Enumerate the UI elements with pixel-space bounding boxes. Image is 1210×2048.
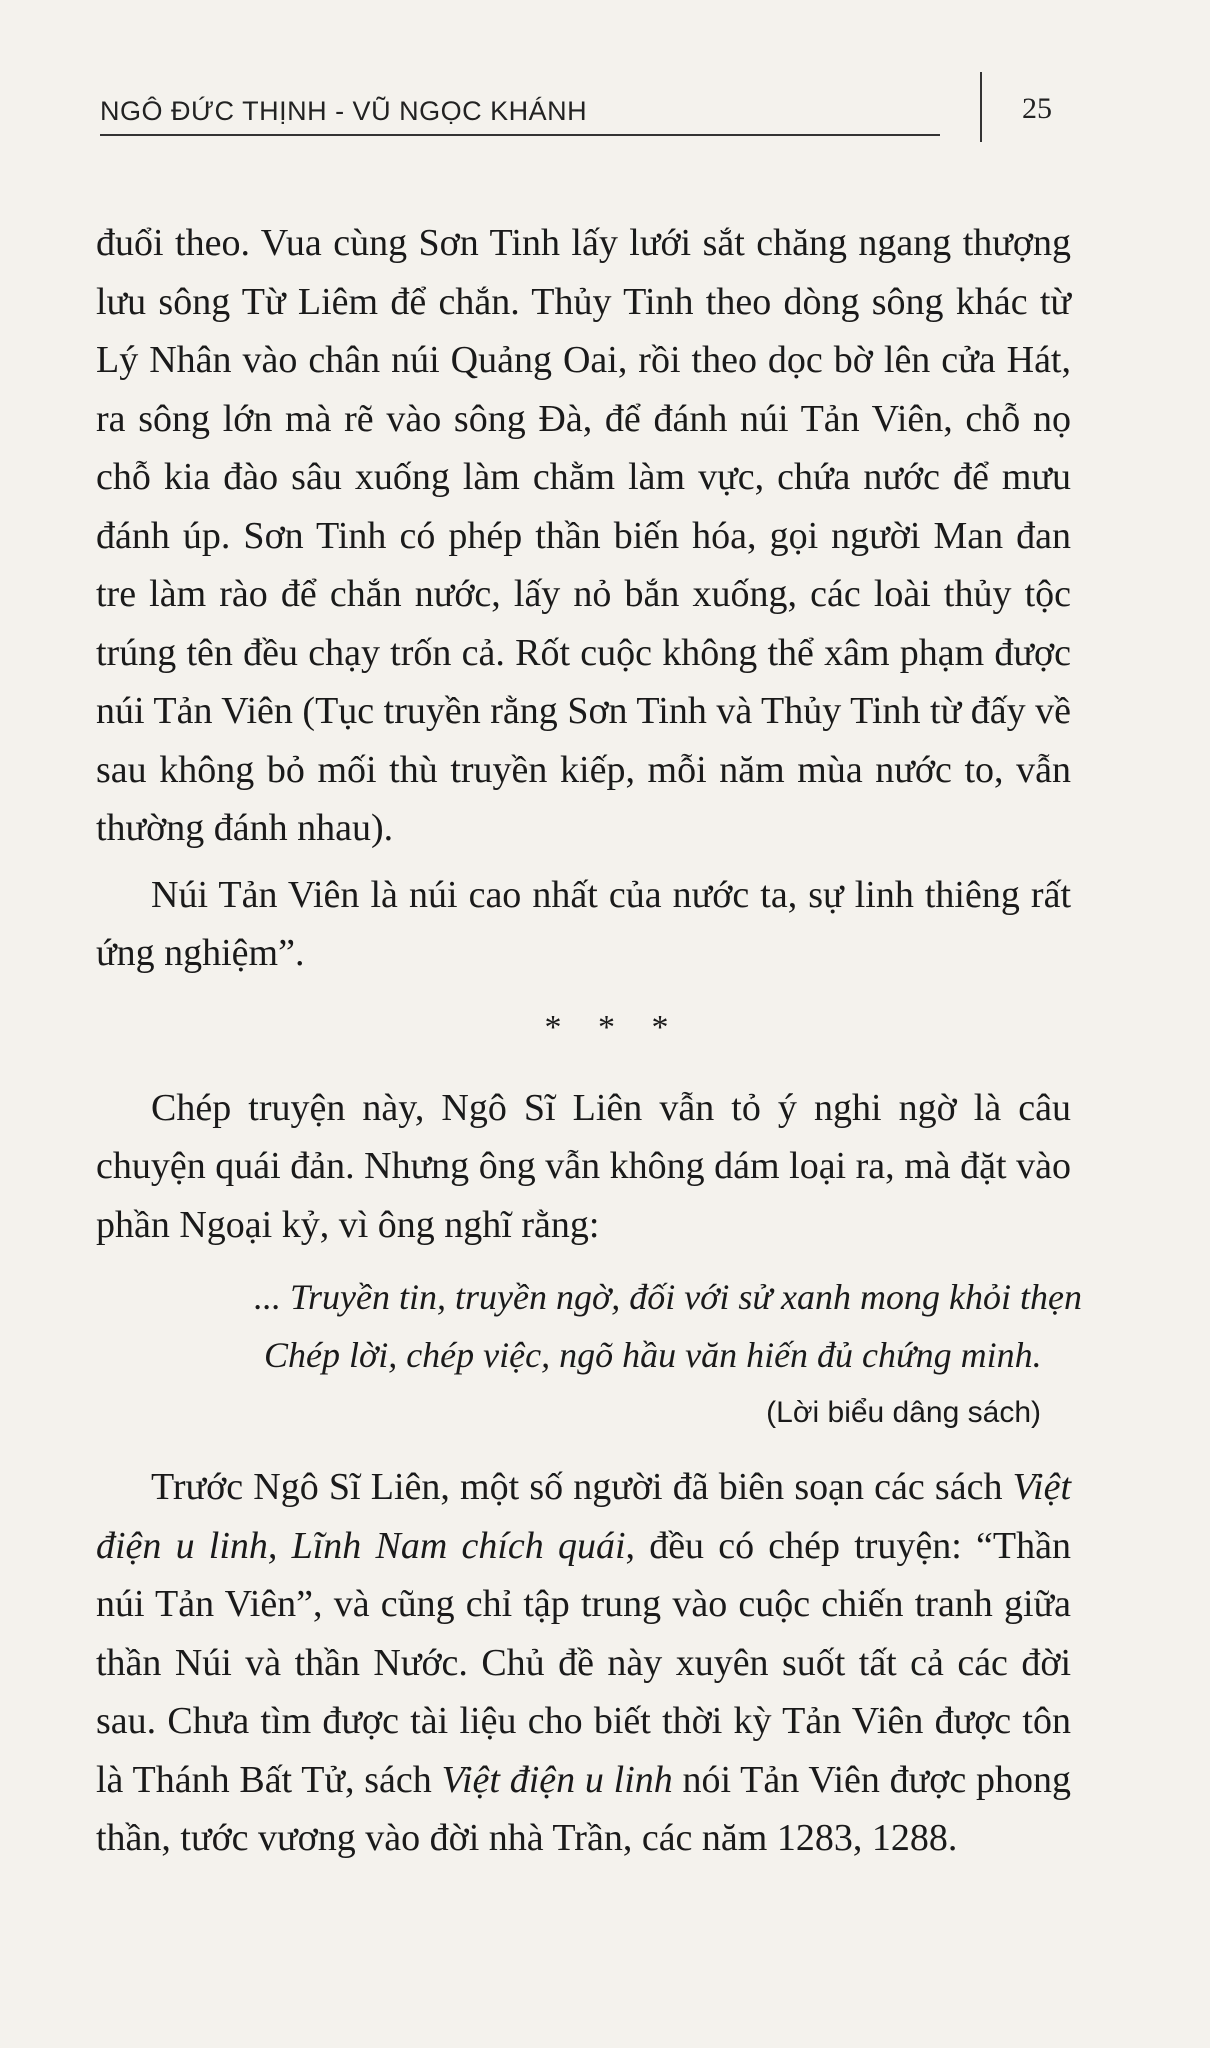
section-separator: * * * [544, 1008, 683, 1046]
paragraph-4-text-a: Trước Ngô Sĩ Liên, một số người đã biên soạn các sách [151, 1466, 1013, 1508]
paragraph-2: Núi Tản Viên là núi cao nhất của nước ta, sự linh thiêng rất ứng nghiệm”. [96, 873, 1071, 974]
book-title-2: Việt điện u linh [441, 1758, 673, 1801]
running-title: NGÔ ĐỨC THỊNH - VŨ NGỌC KHÁNH [100, 96, 588, 126]
paragraph-1: đuổi theo. Vua cùng Sơn Tinh lấy lưới sắt chăng ngang thượng lưu sông Từ Liêm để chắn. Thủy Tinh theo dòng sông khác từ Lý Nhân vào chân núi Quảng Oai, rồi theo dọc bờ lên cửa Hát, ra sông lớn mà rẽ vào sông Đà, để đánh núi Tản Viên, chỗ nọ chỗ kia đào sâu xuống làm chằm làm vực, chứa nước để mưu đánh úp. Sơn Tinh có phép thần biến hóa, gọi người Man đan tre làm rào để chắn nước, lấy nỏ bắn xuống, các loài thủy tộc trúng tên đều chạy trốn cả. Rốt cuộc không thể xâm phạm được núi Tản Viên (Tục truyền rằng Sơn Tinh và Thủy Tinh từ đấy về sau không bỏ mối thù truyền kiếp, mỗi năm mùa nước to, vẫn thường đánh nhau). [96, 222, 1071, 849]
header-divider [980, 72, 982, 142]
body-text [96, 214, 1082, 1868]
verse-line-2: Chép lời, chép việc, ngõ hầu văn hiến đủ chứng minh. [264, 1335, 1042, 1375]
book-title-1: Việt điện u linh, Lĩnh Nam chích quái [96, 1466, 1071, 1567]
header-rule [100, 134, 940, 136]
paragraph-3: Chép truyện này, Ngô Sĩ Liên vẫn tỏ ý nghi ngờ là câu chuyện quái đản. Nhưng ông vẫn không dám loại ra, mà đặt vào phần Ngoại kỷ, vì ông nghĩ rằng: [96, 1086, 1071, 1246]
verse-source: (Lời biểu dâng sách) [766, 1396, 1041, 1429]
paragraph-4-text-b: , đều có chép truyện: “Thần núi Tản Viên”, và cũng chỉ tập trung vào cuộc chiến tranh giữa thần Núi và thần Nước. Chủ đề này xuyên suốt tất cả các đời sau. Chưa tìm được tài liệu cho biết thời kỳ Tản Viên được tôn là Thánh Bất Tử, sách [96, 1524, 1071, 1801]
verse-line-1: ... Truyền tin, truyền ngờ, đối với sử xanh mong khỏi thẹn [254, 1277, 1082, 1317]
paragraph-4 [96, 1458, 1071, 1868]
page-number: 25 [1022, 92, 1052, 125]
paragraph-4-text-c: nói Tản Viên được phong thần, tước vương vào đời nhà Trần, các năm 1283, 1288. [96, 1758, 1072, 1859]
